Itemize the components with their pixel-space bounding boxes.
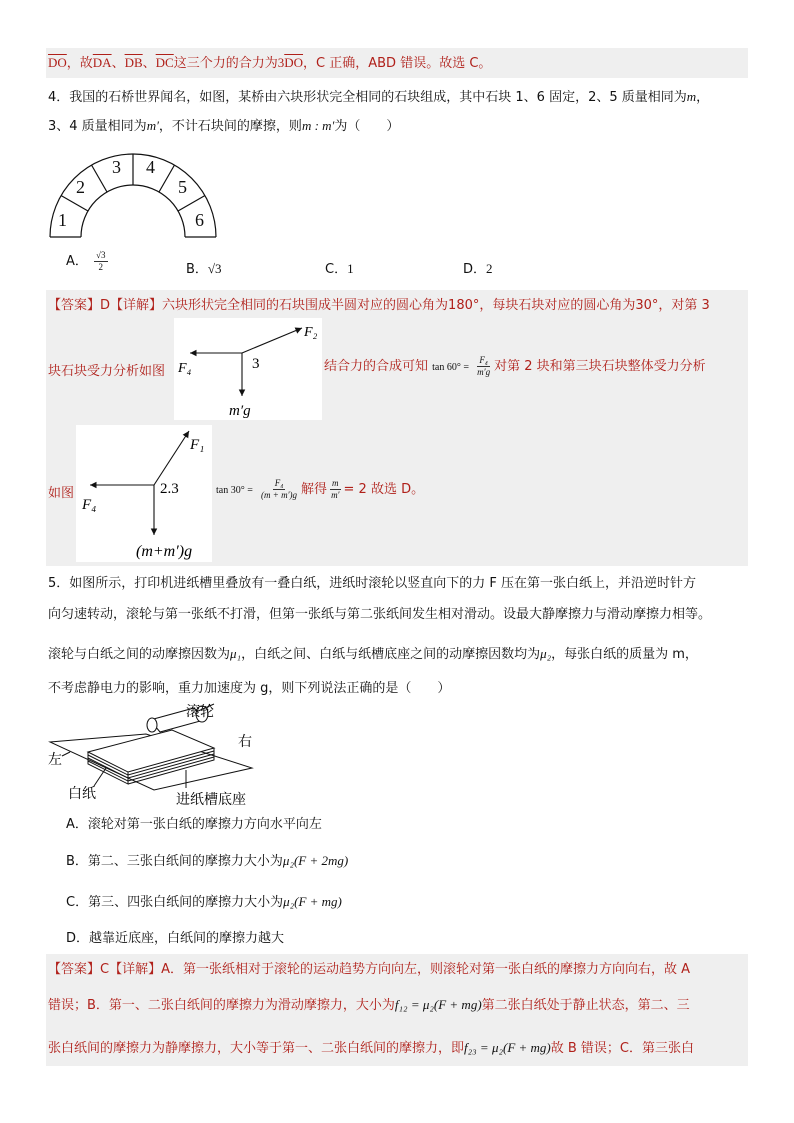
force-diagram-stone2-3 [76,425,212,562]
force-f4-label-2: F₄ [82,497,97,513]
q5-answer-line2: 错误；B．第一、二张白纸间的摩擦力为滑动摩擦力，大小为f₁₂ = μ₂(F + mg)第二张白纸处于静止状态，第二、三 [48,997,690,1013]
q4-option-d[interactable]: D．2 [463,261,493,277]
q5-stem-line3: 滚轮与白纸之间的动摩擦因数为μ₁，白纸之间、白纸与纸槽底座之间的动摩擦因数均为μ₂，每张白纸的质量为 m， [48,646,698,662]
q4-answer-line2b: 结合力的合成可知 tan 60° = $\frac{\text{F₄}}{m'g}$ 对第 2 块和第三块石块整体受力分析 [324,355,706,377]
force-f2-label: F₂ [304,325,318,340]
weight-label-2: (m+m′)g [136,543,193,560]
vector-do: $\overline{DO}$ [48,55,67,70]
force-diagram-stone3 [174,318,322,420]
stone-1-label: 1 [58,210,67,230]
right-label: 右 [238,734,252,750]
q5-stem-line4: 不考虑静电力的影响，重力加速度为 g，则下列说法正确的是（ ） [48,681,451,696]
q5-answer-line3: 张白纸间的摩擦力为静摩擦力，大小等于第一、二张白纸间的摩擦力，即f₂₃ = μ₂(F + mg)故 B 错误；C．第三张白 [48,1040,695,1056]
printer-paper-figure [46,700,266,810]
vector-db: $\overline{DB}$ [124,55,143,70]
q4-option-a[interactable]: A． $\frac{√3}{2}$ [66,250,106,272]
force-f4-label: F₄ [178,361,192,376]
paper-label: 白纸 [68,786,96,802]
stone-2-label: 2 [76,177,85,197]
q4-answer-line3b: tan 30° = $\frac{\text{F₄}}{(m + m')g}$ 解得 $\frac{m}{m'}$ = 2 故选 D。 [216,478,425,500]
q4-stem-line2: 3、4 质量相同为m′，不计石块间的摩擦，则m : m′为（ ） [48,118,400,134]
q5-answer-line1: 【答案】C【详解】A．第一张纸相对于滚轮的运动趋势方向向左，则滚轮对第一张白纸的摩擦力方向向右，故 A [48,962,691,977]
q5-option-b[interactable]: B．第二、三张白纸间的摩擦力大小为μ₂(F + 2mg) [66,853,349,869]
stone-5-label: 5 [178,177,187,197]
left-label: 左 [48,752,62,768]
vector-da: $\overline{DA}$ [92,55,112,70]
vector-do-2: $\overline{DO}$ [284,55,304,70]
q5-option-a[interactable]: A．滚轮对第一张白纸的摩擦力方向水平向左 [66,817,322,832]
stone-4-label: 4 [146,157,155,177]
stone-number-label: 3 [252,356,260,372]
stones-label: 2.3 [160,481,179,497]
q4-answer-line2: 块石块受力分析如图 [48,364,166,379]
force-f1-label: F₁ [190,437,205,453]
q5-stem-line1: 5．如图所示，打印机进纸槽里叠放有一叠白纸，进纸时滚轮以竖直向下的力 F 压在第一张白纸上，并沿逆时针方 [48,576,697,591]
q5-option-c[interactable]: C．第三、四张白纸间的摩擦力大小为μ₂(F + mg) [66,894,342,910]
q5-option-d[interactable]: D．越靠近底座，白纸间的摩擦力越大 [66,931,285,946]
arch-bridge-figure [48,148,218,240]
q4-option-c[interactable]: C．1 [325,261,354,277]
base-label: 进纸槽底座 [176,792,246,808]
q4-answer-line3a: 如图 [48,486,75,501]
q4-answer-line1: 【答案】D【详解】六块形状完全相同的石块围成半圆对应的圆心角为180°，每块石块对应的圆心角为30°，对第 3 [48,298,710,313]
stone-6-label: 6 [195,210,204,230]
q4-stem-line1: 4．我国的石桥世界闻名，如图，某桥由六块形状完全相同的石块组成，其中石块 1、6 固定，2、5 质量相同为m， [48,89,710,105]
stone-3-label: 3 [112,157,121,177]
roller-label: 滚轮 [186,704,214,720]
vector-dc: $\overline{DC}$ [155,55,174,70]
weight-label: m′g [229,403,251,419]
q4-option-b[interactable]: B．√3 [186,261,222,277]
prev-answer-line: $\overline{DO}$，故$\overline{DA}$、$\overline{DB}$、$\overline{DC}$这三个力的合力为$3\overline{DO}$，C 正确，ABD 错误。故选 C。 [48,55,492,71]
q5-stem-line2: 向匀速转动，滚轮与第一张纸不打滑，但第一张纸与第二张纸间发生相对滑动。设最大静摩擦力与滑动摩擦力相等。 [48,607,712,622]
